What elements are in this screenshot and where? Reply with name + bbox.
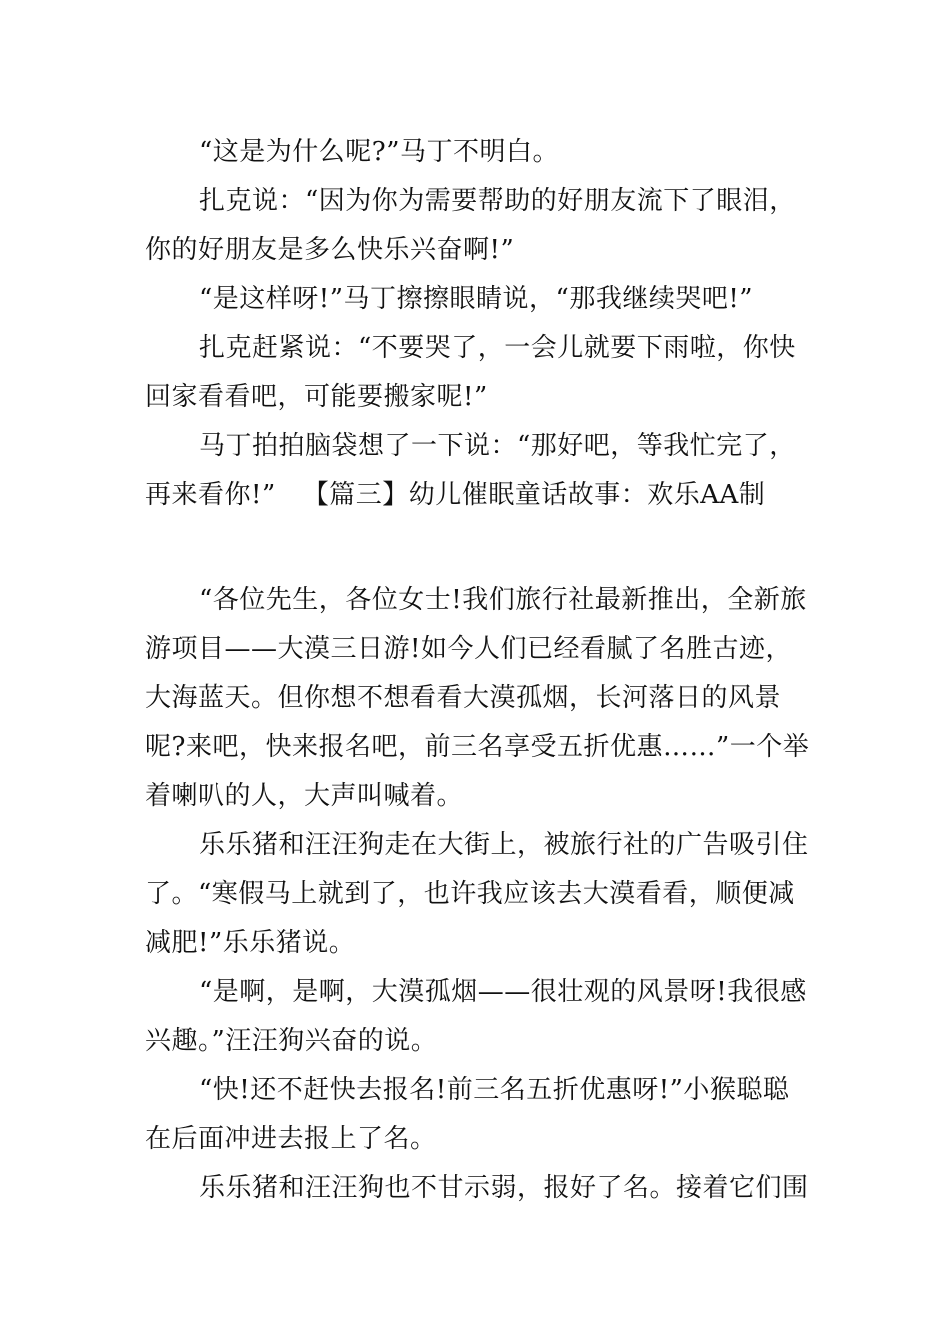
paragraph: 扎克说：“因为你为需要帮助的好朋友流下了眼泪，你的好朋友是多么快乐兴奋啊!” bbox=[145, 186, 796, 265]
paragraph: “各位先生，各位女士!我们旅行社最新推出，全新旅游项目——大漠三日游!如今人们已经看腻了名胜古迹，大海蓝天。但你想不想看看大漠孤烟，长河落日的风景呢?来吧，快来报名吧，前三名享受五折优惠……”一个举着喇叭的人，大声叫喊着。 bbox=[145, 585, 810, 811]
paragraph: 乐乐猪和汪汪狗走在大街上，被旅行社的广告吸引住了。“寒假马上就到了，也许我应该去大漠看看，顺便减减肥!”乐乐猪说。 bbox=[145, 830, 809, 958]
paragraph: “快!还不赶快去报名!前三名五折优惠呀!”小猴聪聪在后面冲进去报上了名。 bbox=[145, 1075, 790, 1154]
paragraph-text: 马丁拍拍脑袋想了一下说：“那好吧，等我忙完了，再来看你!” bbox=[145, 431, 796, 510]
section-heading: 【篇三】幼儿催眠童话故事：欢乐AA制 bbox=[315, 480, 766, 510]
paragraph: “这是为什么呢?”马丁不明白。 bbox=[199, 137, 560, 167]
paragraph: “是这样呀!”马丁擦擦眼睛说，“那我继续哭吧!” bbox=[199, 284, 754, 314]
paragraph: “是啊，是啊，大漠孤烟——很壮观的风景呀!我很感兴趣。”汪汪狗兴奋的说。 bbox=[145, 977, 807, 1056]
story-part-one bbox=[145, 128, 810, 520]
paragraph-with-heading bbox=[145, 422, 810, 520]
story-part-two bbox=[145, 576, 810, 1213]
paragraph: 乐乐猪和汪汪狗也不甘示弱，报好了名。接着它们围 bbox=[199, 1173, 809, 1203]
paragraph: 扎克赶紧说：“不要哭了，一会儿就要下雨啦，你快回家看看吧，可能要搬家呢!” bbox=[145, 333, 796, 412]
